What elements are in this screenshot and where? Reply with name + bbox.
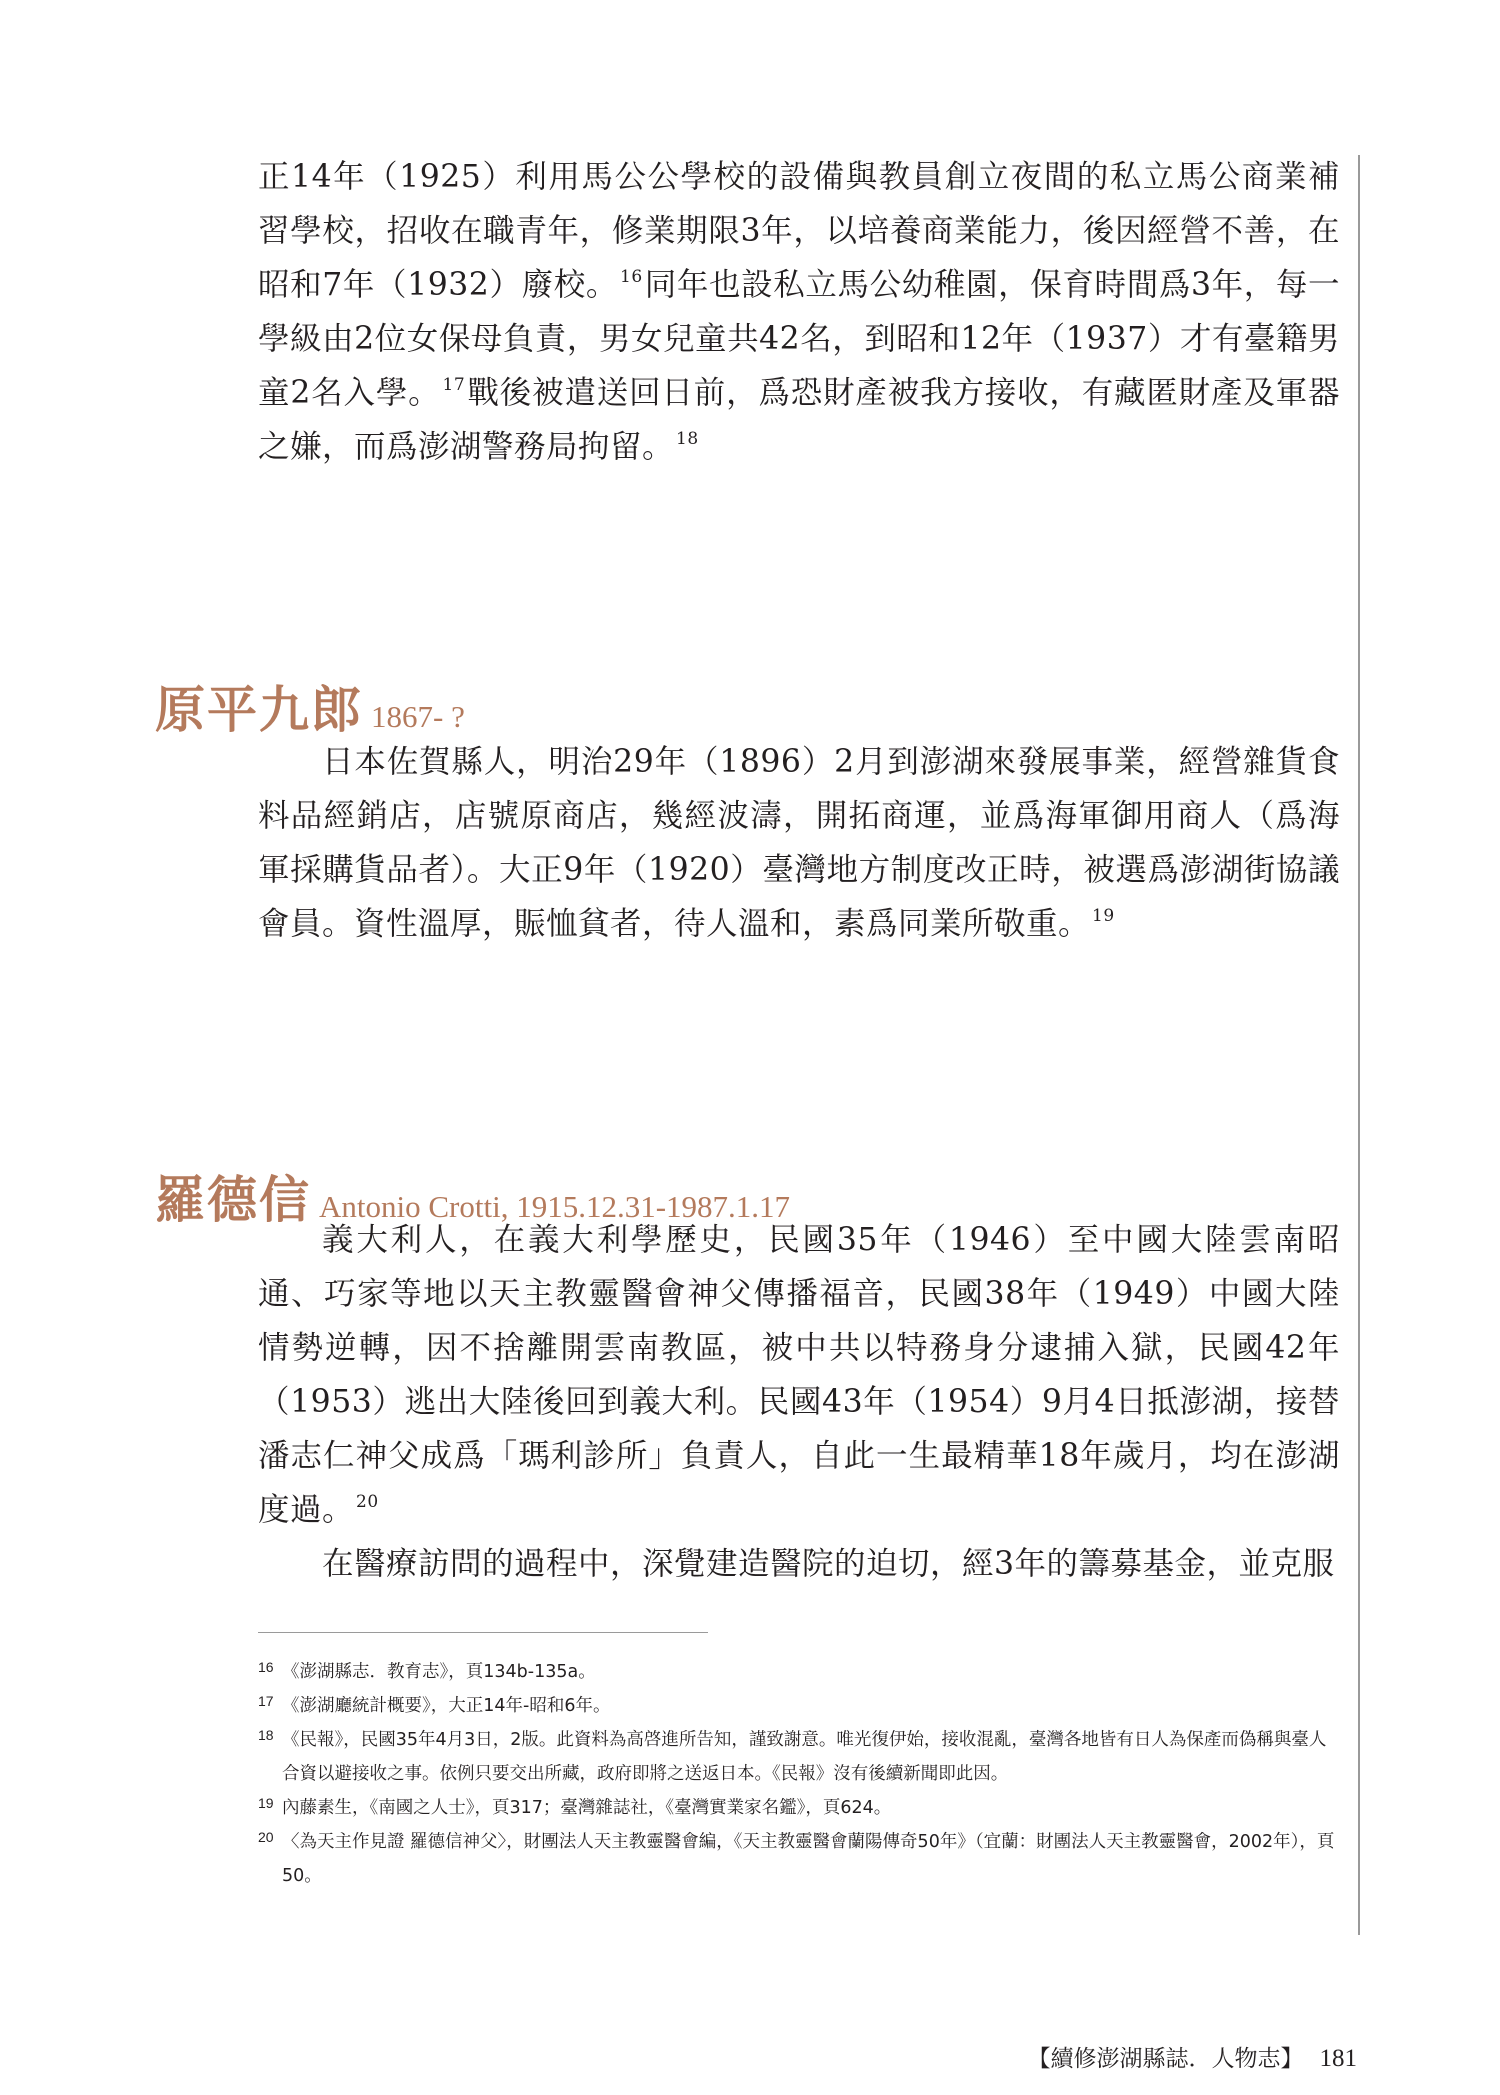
footnote-ref[interactable]: 20 (356, 1492, 379, 1512)
paragraph-text: 戰後被遣送回日前，爲恐財產被我方接收，有藏匿財產及軍器之嫌，而爲澎湖警務局拘留。 (258, 375, 1340, 465)
footnotes (258, 1655, 1340, 1893)
footnote-number: 17 (258, 1693, 274, 1709)
footnote-item (258, 1791, 1340, 1825)
footnote-ref[interactable]: 17 (442, 375, 466, 395)
paragraph (258, 735, 1340, 951)
section-hara (258, 735, 1340, 951)
entry-years: 1867- ? (371, 699, 465, 734)
footnote-text: 〈為天主作見證 羅德信神父〉，財團法人天主教靈醫會編，《天主教靈醫會蘭陽傳奇50年》（宜蘭：財團法人天主教靈醫會，2002年），頁50。 (282, 1832, 1335, 1886)
footnote-item (258, 1723, 1340, 1791)
footnote-ref[interactable]: 16 (620, 267, 643, 287)
paragraph (258, 1213, 1340, 1537)
running-footer (1005, 2040, 1357, 2073)
footnote-item (258, 1655, 1340, 1689)
footnote-number: 20 (258, 1829, 274, 1845)
footnote-item (258, 1689, 1340, 1723)
footnote-ref[interactable]: 19 (1092, 906, 1115, 926)
paragraph-text: 同年也設私立馬公幼稚園，保育時間爲3年，每一學級由2位女保母負責，男女兒童共42名，到昭和12年（1937）才有臺籍男童2名入學。 (258, 267, 1340, 411)
paragraph-text: 正14年（1925）利用馬公公學校的設備與教員創立夜間的私立馬公商業補習學校，招收在職青年，修業期限3年，以培養商業能力，後因經營不善，在昭和7年（1932）廢校。 (258, 159, 1340, 303)
entry-subtitle: Antonio Crotti, 1915.12.31-1987.1.17 (319, 1189, 791, 1224)
book-title: 【續修澎湖縣誌．人物志】 (1027, 2046, 1304, 2072)
paragraph-text: 日本佐賀縣人，明治29年（1896）2月到澎湖來發展事業，經營雜貨食料品經銷店，店號原商店，幾經波濤，開拓商運，並爲海軍御用商人（爲海軍採購貨品者）。大正9年（1920）臺灣地方制度改正時，被選爲澎湖街協議會員。資性溫厚，賑恤貧者，待人溫和，素爲同業所敬重。 (258, 744, 1340, 942)
paragraph (258, 1537, 1340, 1591)
footnote-number: 16 (258, 1659, 274, 1675)
footnote-number: 18 (258, 1727, 274, 1743)
footnote-text: 《民報》，民國35年4月3日，2版。此資料為高啓進所告知，謹致謝意。唯光復伊始，接收混亂，臺灣各地皆有日人為保產而偽稱與臺人合資以避接收之事。依例只要交出所藏，政府即將之送返日本。《民報》沒有後續新聞即此因。 (282, 1730, 1327, 1784)
footnote-ref[interactable]: 18 (676, 429, 699, 449)
footnote-number: 19 (258, 1795, 274, 1811)
entry-name: 羅德信 (155, 1170, 311, 1229)
footnote-text: 《澎湖廳統計概要》，大正14年-昭和6年。 (282, 1696, 611, 1716)
paragraph-text: 義大利人，在義大利學歷史，民國35年（1946）至中國大陸雲南昭通、巧家等地以天主教靈醫會神父傳播福音，民國38年（1949）中國大陸情勢逆轉，因不捨離開雲南教區，被中共以特務身分逮捕入獄，民國42年（1953）逃出大陸後回到義大利。民國43年（1954）9月4日抵澎湖，接替潘志仁神父成爲「瑪利診所」負責人，自此一生最精華18年歲月，均在澎湖度過。 (258, 1222, 1340, 1528)
entry-name: 原平九郎 (155, 680, 363, 739)
section-crotti (258, 1213, 1340, 1591)
section-continued (258, 150, 1340, 474)
paragraph (258, 150, 1340, 474)
footnote-text: 《澎湖縣志．教育志》，頁134b-135a。 (282, 1662, 596, 1682)
page-number: 181 (1319, 2045, 1357, 2072)
footnote-divider (258, 1632, 708, 1633)
footnote-item (258, 1825, 1340, 1893)
footnote-text: 內藤素生，《南國之人士》，頁317；臺灣雜誌社，《臺灣實業家名鑑》，頁624。 (282, 1798, 892, 1818)
margin-rule (1358, 155, 1360, 1935)
paragraph-text: 在醫療訪問的過程中，深覺建造醫院的迫切，經3年的籌募基金，並克服 (322, 1546, 1335, 1582)
entry-heading-hara (155, 670, 465, 739)
